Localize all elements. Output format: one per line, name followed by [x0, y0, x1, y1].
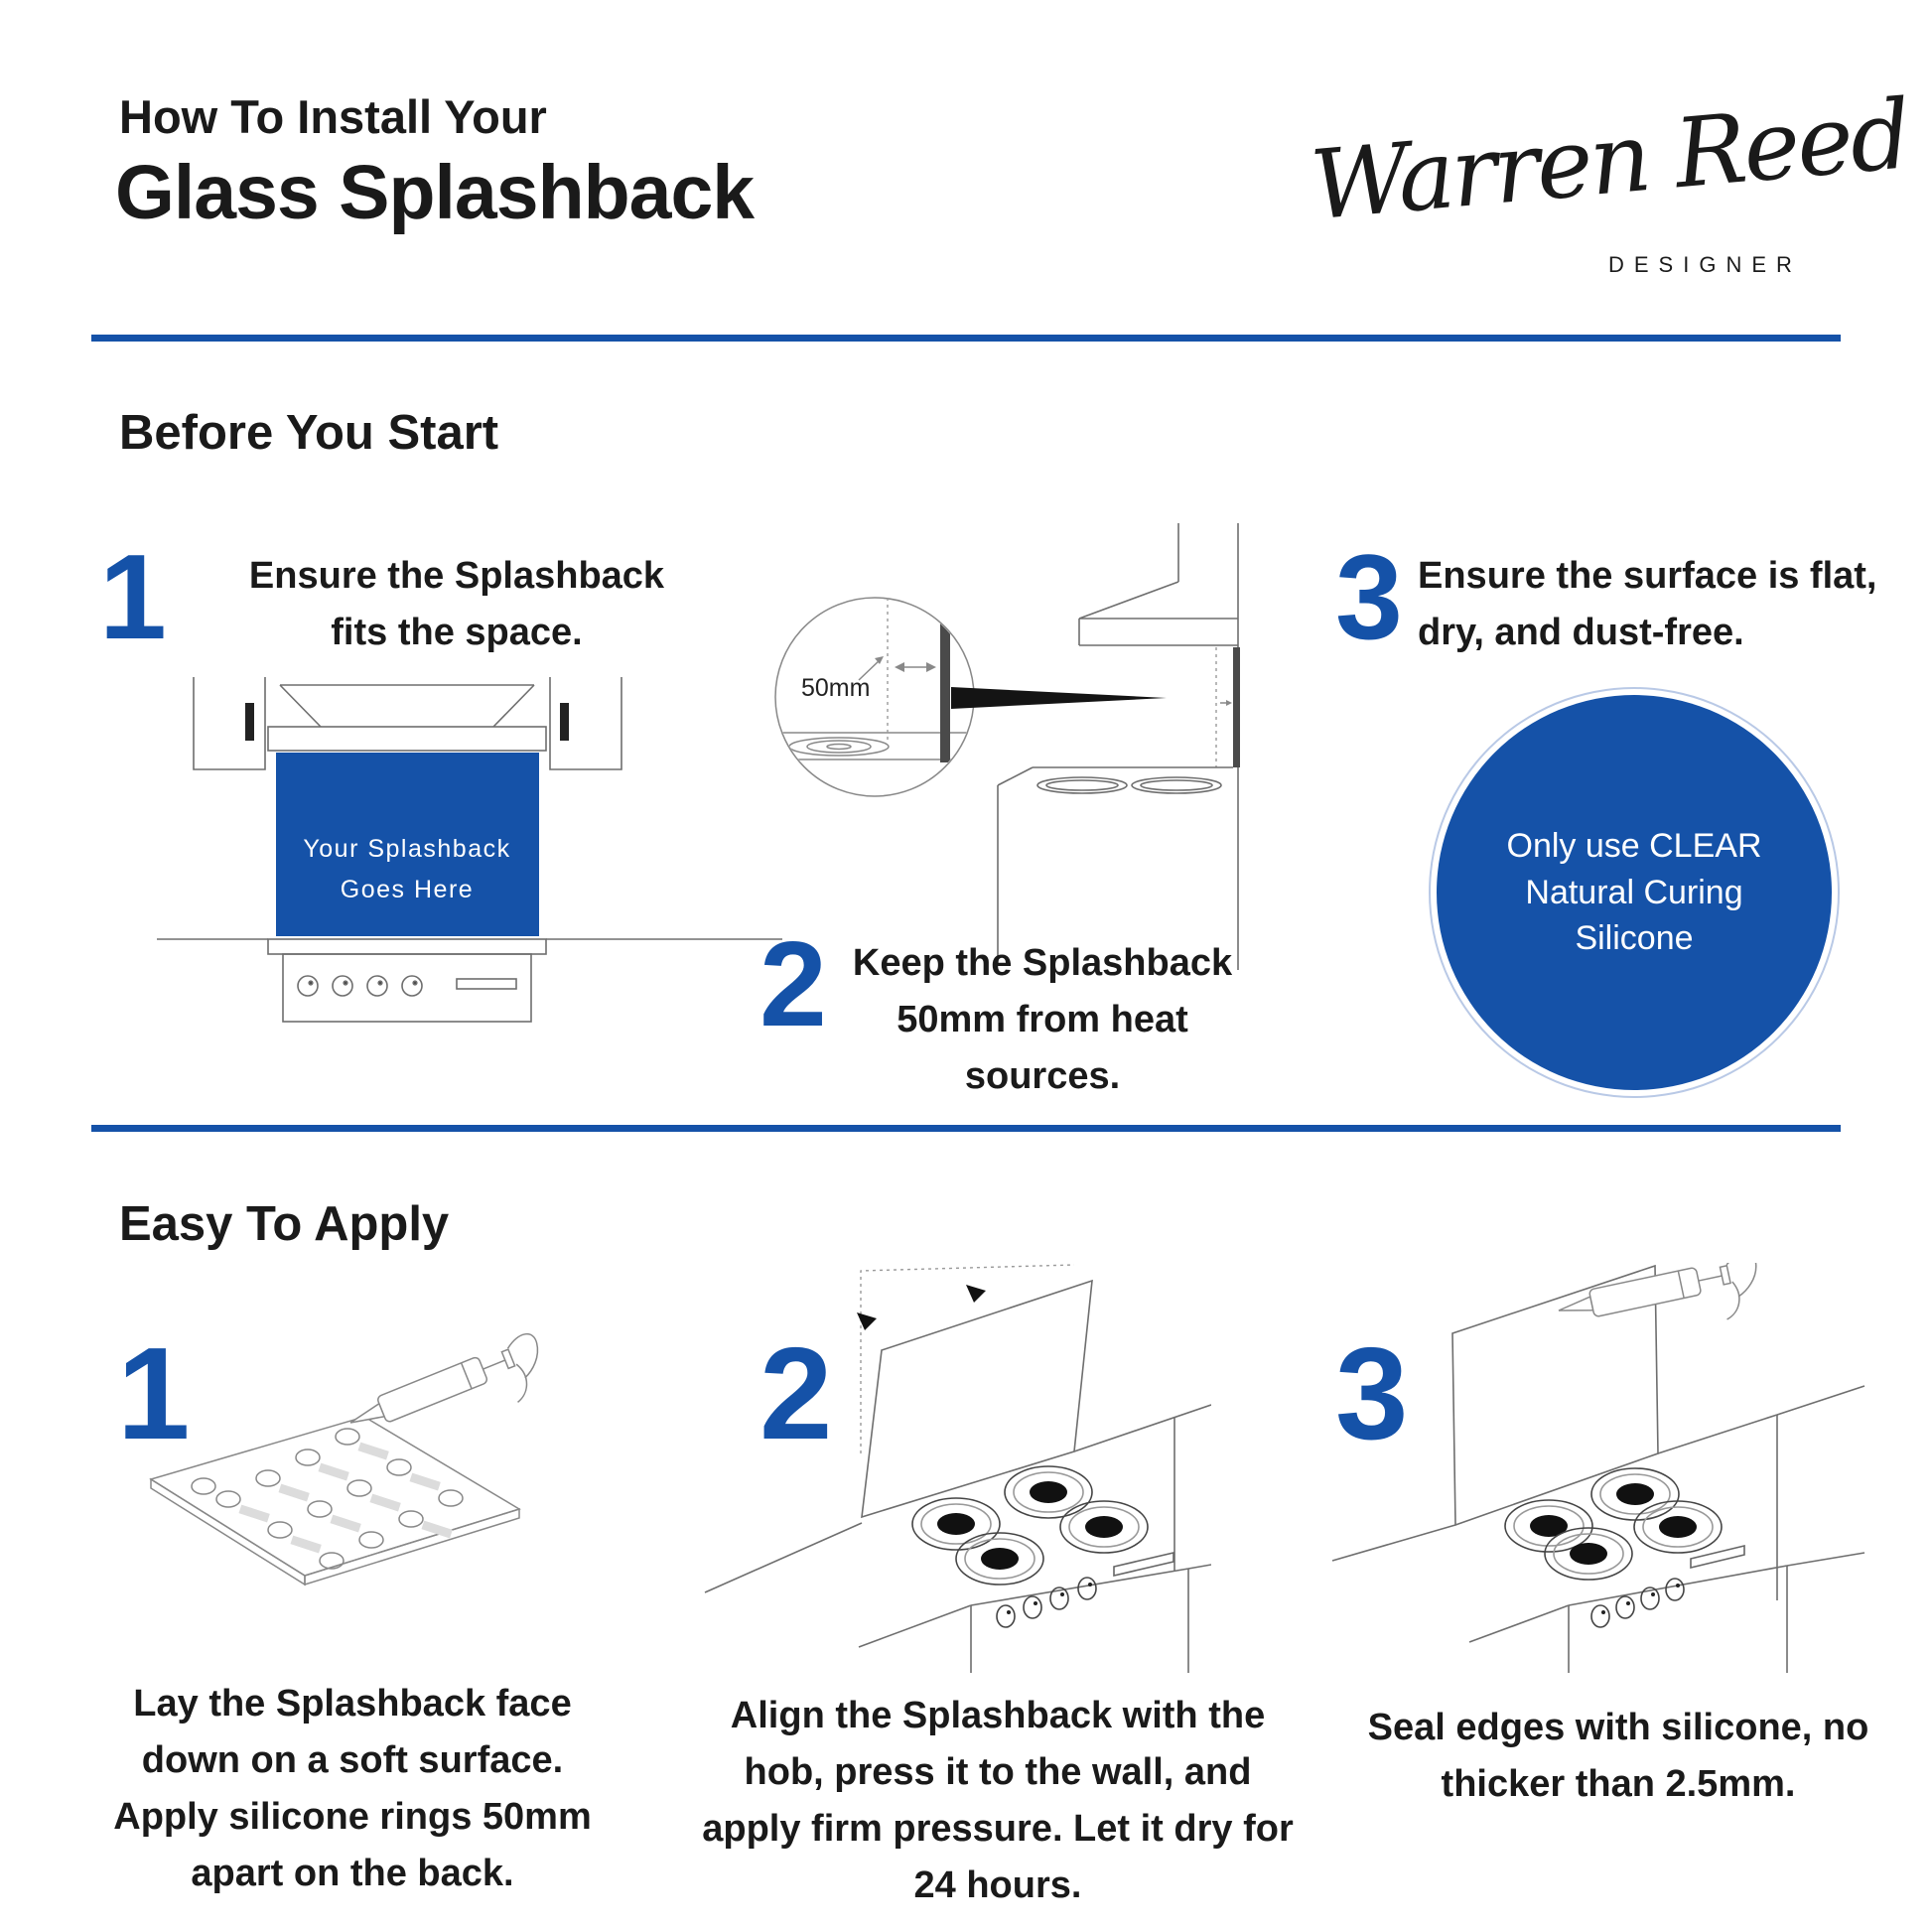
apply-step1-number: 1 — [117, 1320, 191, 1466]
before-step1-number: 1 — [99, 529, 167, 664]
brand-signature: Warren Reed — [1307, 78, 1913, 242]
caulk-gun-icon — [1555, 1263, 1765, 1353]
section-heading-before: Before You Start — [119, 406, 499, 460]
splashback-placeholder-label-2: Goes Here — [340, 876, 475, 903]
cabinet-handle-left — [245, 703, 254, 741]
adhesive-bars — [238, 1443, 452, 1554]
gap-dimension-label: 50mm — [801, 674, 871, 702]
before-step2-text: Keep the Splashback 50mm from heat sources. — [852, 942, 1233, 1097]
page-title: Glass Splashback — [115, 150, 755, 235]
brand-logo — [1301, 78, 1913, 288]
before-step1-text: Ensure the Splashback fits the space. — [248, 555, 665, 653]
silicone-rings-illustration — [84, 1315, 611, 1678]
divider-top — [91, 335, 1841, 342]
apply-step2-caption: Align the Splashback with the hob, press it to the wall, and apply firm pressure. Let it dry for 24 hours. — [702, 1695, 1294, 1906]
align-splashback-illustration — [700, 1263, 1211, 1675]
before-step3-number: 3 — [1335, 529, 1403, 664]
heat-gap-illustration — [750, 511, 1306, 978]
page-title-intro: How To Install Your — [119, 90, 547, 143]
cooker-hood-icon — [268, 685, 546, 751]
cabinet-handle-right — [560, 703, 569, 741]
hob-icon — [705, 1405, 1211, 1673]
section-heading-apply: Easy To Apply — [119, 1197, 450, 1251]
splashback-placeholder-label-1: Your Splashback — [303, 835, 511, 863]
wall-target-outline — [861, 1265, 1074, 1453]
splashback-panel-icon — [151, 1417, 519, 1585]
apply-step3-number: 3 — [1335, 1320, 1409, 1466]
fit-the-space-illustration — [139, 663, 794, 1060]
hob-icon — [1332, 1386, 1864, 1673]
before-step3-text: Ensure the surface is flat, dry, and dust-free. — [1418, 555, 1877, 653]
apply-step3-caption: Seal edges with silicone, no thicker than 2.5mm. — [1367, 1707, 1869, 1805]
seal-edges-illustration — [1320, 1263, 1876, 1675]
brand-subtitle: DESIGNER — [1608, 252, 1802, 277]
cooker-front-icon — [157, 939, 782, 1022]
caulk-gun-icon — [345, 1331, 555, 1463]
leaning-splashback-icon — [862, 1281, 1092, 1517]
apply-step1-caption: Lay the Splashback face down on a soft surface. Apply silicone rings 50mm apart on the back. — [113, 1683, 592, 1894]
apply-step2-number: 2 — [759, 1320, 833, 1466]
silicone-note-badge — [1437, 695, 1832, 1090]
kitchen-side-view-icon — [998, 523, 1240, 970]
magnifier-pointer — [951, 687, 1167, 709]
press-arrow-icon — [966, 1285, 986, 1303]
before-step2-number: 2 — [759, 916, 827, 1051]
press-arrow-icon — [857, 1312, 877, 1330]
silicone-note-text: Only use CLEAR Natural Curing Silicone — [1506, 826, 1762, 958]
divider-middle — [91, 1125, 1841, 1132]
